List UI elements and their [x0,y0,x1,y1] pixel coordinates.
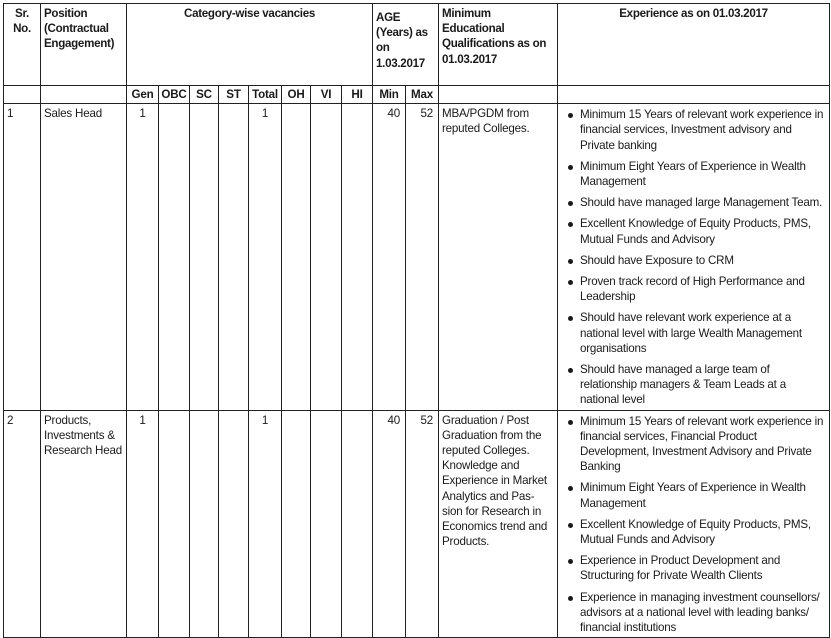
experience-item: Proven track record of High Performance and Leadership [580,274,826,304]
total-count: 1 [249,104,282,410]
obc-count [159,104,190,410]
experience-item: Minimum Eight Years of Experience in Wealth Management [580,159,826,189]
subheader-min: Min [373,86,406,104]
qualification: Graduation / Post Graduation from the reputed Colleges. Knowledge and Experience in Market Analytics and Pas-sion for Research in Economics trend and Products. [439,410,558,638]
subheader-st: ST [219,86,249,104]
sr-no: 2 [4,410,41,638]
subheader-hi: HI [342,86,373,104]
sr-no: 1 [4,104,41,410]
subheader-empty-qualification [439,86,558,104]
experience-item: Should have relevant work experience at a national level with large Wealth Management organisations [580,310,826,356]
experience-cell [558,410,830,638]
experience-item: Should have managed a large team of relationship managers & Team Leads at a national level [580,362,826,408]
gen-count: 1 [127,104,159,410]
total-count: 1 [249,410,282,638]
sc-count [190,104,219,410]
experience-item: Excellent Knowledge of Equity Products, PMS, Mutual Funds and Advisory [580,517,826,547]
gen-count: 1 [127,410,159,638]
subheader-obc: OBC [159,86,190,104]
experience-item: Excellent Knowledge of Equity Products, PMS, Mutual Funds and Advisory [580,216,826,246]
experience-item: Should have managed large Management Team. [580,195,826,210]
subheader-oh: OH [282,86,311,104]
subheader-vi: VI [311,86,342,104]
subheader-empty-position [41,86,127,104]
experience-list [562,107,826,407]
header-sr-no: Sr. No. [4,4,41,86]
subheader-gen: Gen [127,86,159,104]
header-row [4,4,830,86]
subheader-empty-experience [558,86,830,104]
st-count [219,410,249,638]
header-age: AGE (Years) as on 1.03.2017 [373,4,439,86]
experience-item: Minimum Eight Years of Experience in Wealth Management [580,480,826,510]
sc-count [190,410,219,638]
qualification: MBA/PGDM from reputed Colleges. [439,104,558,410]
header-experience: Experience as on 01.03.2017 [558,4,830,86]
experience-item: Experience in Product Development and Structuring for Private Wealth Clients [580,553,826,583]
subheader-sc: SC [190,86,219,104]
age-max: 52 [406,410,439,638]
subheader-max: Max [406,86,439,104]
experience-item: Should have Exposure to CRM [580,253,826,268]
age-min: 40 [373,410,406,638]
position: Sales Head [41,104,127,410]
subheader-empty-sr [4,86,41,104]
subheader-total: Total [249,86,282,104]
experience-item: Minimum 15 Years of relevant work experience in financial services, Investment advisory and Private banking [580,107,826,153]
subheader-row [4,86,830,104]
experience-item: Experience in managing investment counsellors/ advisors at a national level with leading banks/ financial institutions [580,590,826,636]
experience-list [562,414,826,636]
age-max: 52 [406,104,439,410]
oh-count [282,410,311,638]
obc-count [159,410,190,638]
hi-count [342,410,373,638]
table-row [4,104,830,410]
header-category: Category-wise vacancies [127,4,373,86]
hi-count [342,104,373,410]
vacancy-table [3,3,830,638]
vi-count [311,104,342,410]
experience-cell [558,104,830,410]
position: Products, Investments & Research Head [41,410,127,638]
header-qualification: Minimum Educational Qualifications as on 01.03.2017 [439,4,558,86]
vi-count [311,410,342,638]
experience-item: Minimum 15 Years of relevant work experience in financial services, Financial Product Development, Investment Advisory and Private Banking [580,414,826,475]
table-row [4,410,830,638]
header-position: Position (Contractual Engagement) [41,4,127,86]
age-min: 40 [373,104,406,410]
st-count [219,104,249,410]
oh-count [282,104,311,410]
